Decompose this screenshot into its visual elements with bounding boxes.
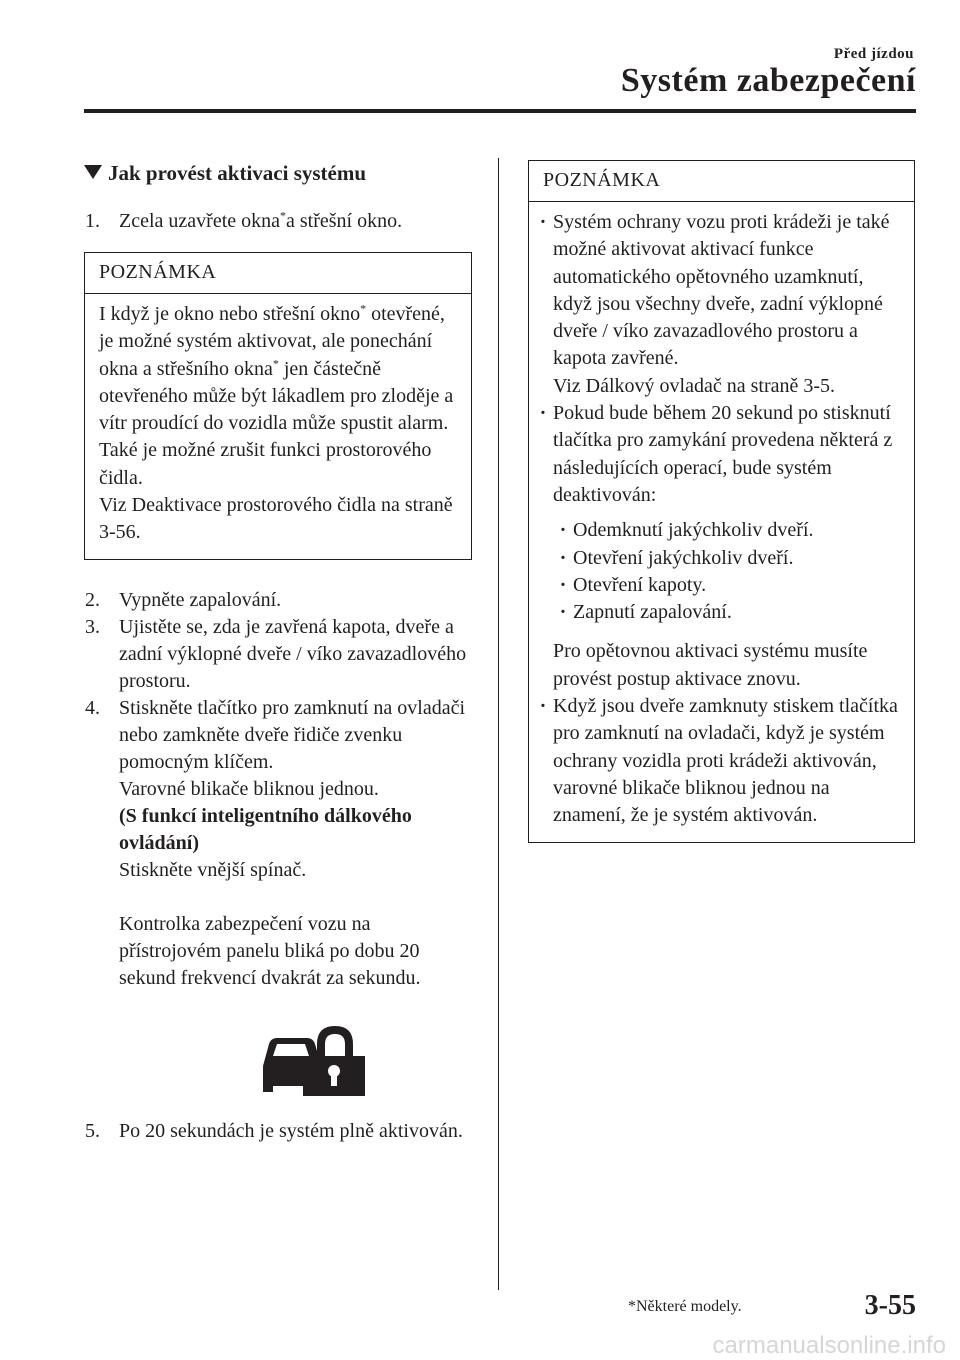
triangle-marker-icon — [84, 165, 102, 179]
right-column — [528, 160, 915, 870]
note-box-right — [528, 160, 915, 843]
page-number: 3-55 — [864, 1290, 916, 1321]
indicator-figure — [154, 1022, 472, 1098]
sub-list — [533, 517, 900, 626]
watermark: carmanualsonline.info — [712, 1332, 946, 1359]
step-4: 4. Stiskněte tlačítko pro zamknutí na ovladači nebo zamkněte dveře řidiče zvenku pomocným klíčem. Varovné blikače bliknou jednou. (S funkcí inteligentního dálkového ovládání) Stiskněte vnější spínač. Kontrolka zabezpečení vozu na přístrojovém panelu bliká po dobu 20 sekund frekvencí dvakrát za sekundu. — [85, 696, 466, 989]
footnote: *Některé modely. — [628, 1298, 742, 1315]
left-column — [84, 160, 472, 1145]
sub-bullet-item: · Otevření kapoty. — [559, 573, 707, 596]
step-3: 3. Ujistěte se, zda je zavřená kapota, dveře a zadní výklopné dveře / víko zavazadlového prostoru. — [85, 615, 467, 692]
page-title: Systém zabezpečení — [620, 62, 916, 99]
sub-bullet-item: · Odemknutí jakýchkoliv dveří. — [559, 519, 814, 542]
chapter-label: Před jízdou — [833, 46, 914, 62]
sub-bullet-item: · Zapnutí zapalování. — [559, 601, 732, 624]
note-heading: POZNÁMKA — [529, 161, 914, 202]
bullet-item: · Pokud bude během 20 sekund po stisknutí tlačítka pro zamykání provedena některá z následujících operací, bude systém deaktivován: — [539, 402, 893, 506]
note-heading: POZNÁMKA — [85, 253, 471, 294]
step-5: 5. Po 20 sekundách je systém plně aktivován. — [85, 1119, 463, 1142]
bullet-item: · Když jsou dveře zamknuty stiskem tlačítka pro zamknutí na ovladači, když je systém ochrany vozidla proti krádeži aktivován, varovné blikače bliknou jednou na znamení, že je systém aktivován. — [539, 695, 898, 827]
note-body: I když je okno nebo střešní okno* otevřené, je možné systém aktivovat, ale ponechání okna a střešního okna* jen částečně otevřeného může být lákadlem pro zloděje a vítr proudící do vozidla může spustit alarm. Také je možné zrušit funkci prostorového čidla. Viz Deaktivace prostorového čidla na straně 3-56. — [99, 301, 454, 544]
security-indicator-icon — [259, 1022, 367, 1098]
note-box-left — [84, 252, 472, 560]
header-rule — [84, 109, 916, 113]
step-2: 2. Vypněte zapalování. — [85, 588, 282, 611]
column-divider — [498, 158, 499, 1290]
bullet-item: · Systém ochrany vozu proti krádeži je také možné aktivovat aktivací funkce automatického opětovného uzamknutí, když jsou všechny dveře, zadní výklopné dveře / víko zavazadlového prostoru a kapota zavřené. Viz Dálkový ovladač na straně 3-5. — [539, 211, 890, 397]
section-title: Jak provést aktivaci systému — [84, 160, 472, 186]
note-body: · Systém ochrany vozu proti krádeži je také možné aktivovat aktivací funkce automatického opětovného uzamknutí, když jsou všechny dveře, zadní výklopné dveře / víko zavazadlového prostoru a kapota zavřené. Viz Dálkový ovladač na straně 3-5. · Pokud bude během 20 sekund po stisknutí tlačítka pro zamykání provedena některá z následujících operací, bude systém deaktivován: · Odemknutí jakýchkoliv dveří. · Otevření jakýchkoliv dveří. · Otevření kapoty. · Zapnutí zapalování. Pro opětovnou aktivaci systému musíte provést postup aktivace znovu. · Když jsou dveře zamknuty stiskem tlačítka pro zamknutí na ovladači, když je systém ochrany vozidla proti krádeži aktivován, varovné blikače bliknou jednou na znamení, že je systém aktivován. — [529, 202, 914, 842]
step-1: 1. Zcela uzavřete okna*a střešní okno. — [85, 208, 403, 232]
sub-bullet-item: · Otevření jakýchkoliv dveří. — [559, 546, 794, 569]
